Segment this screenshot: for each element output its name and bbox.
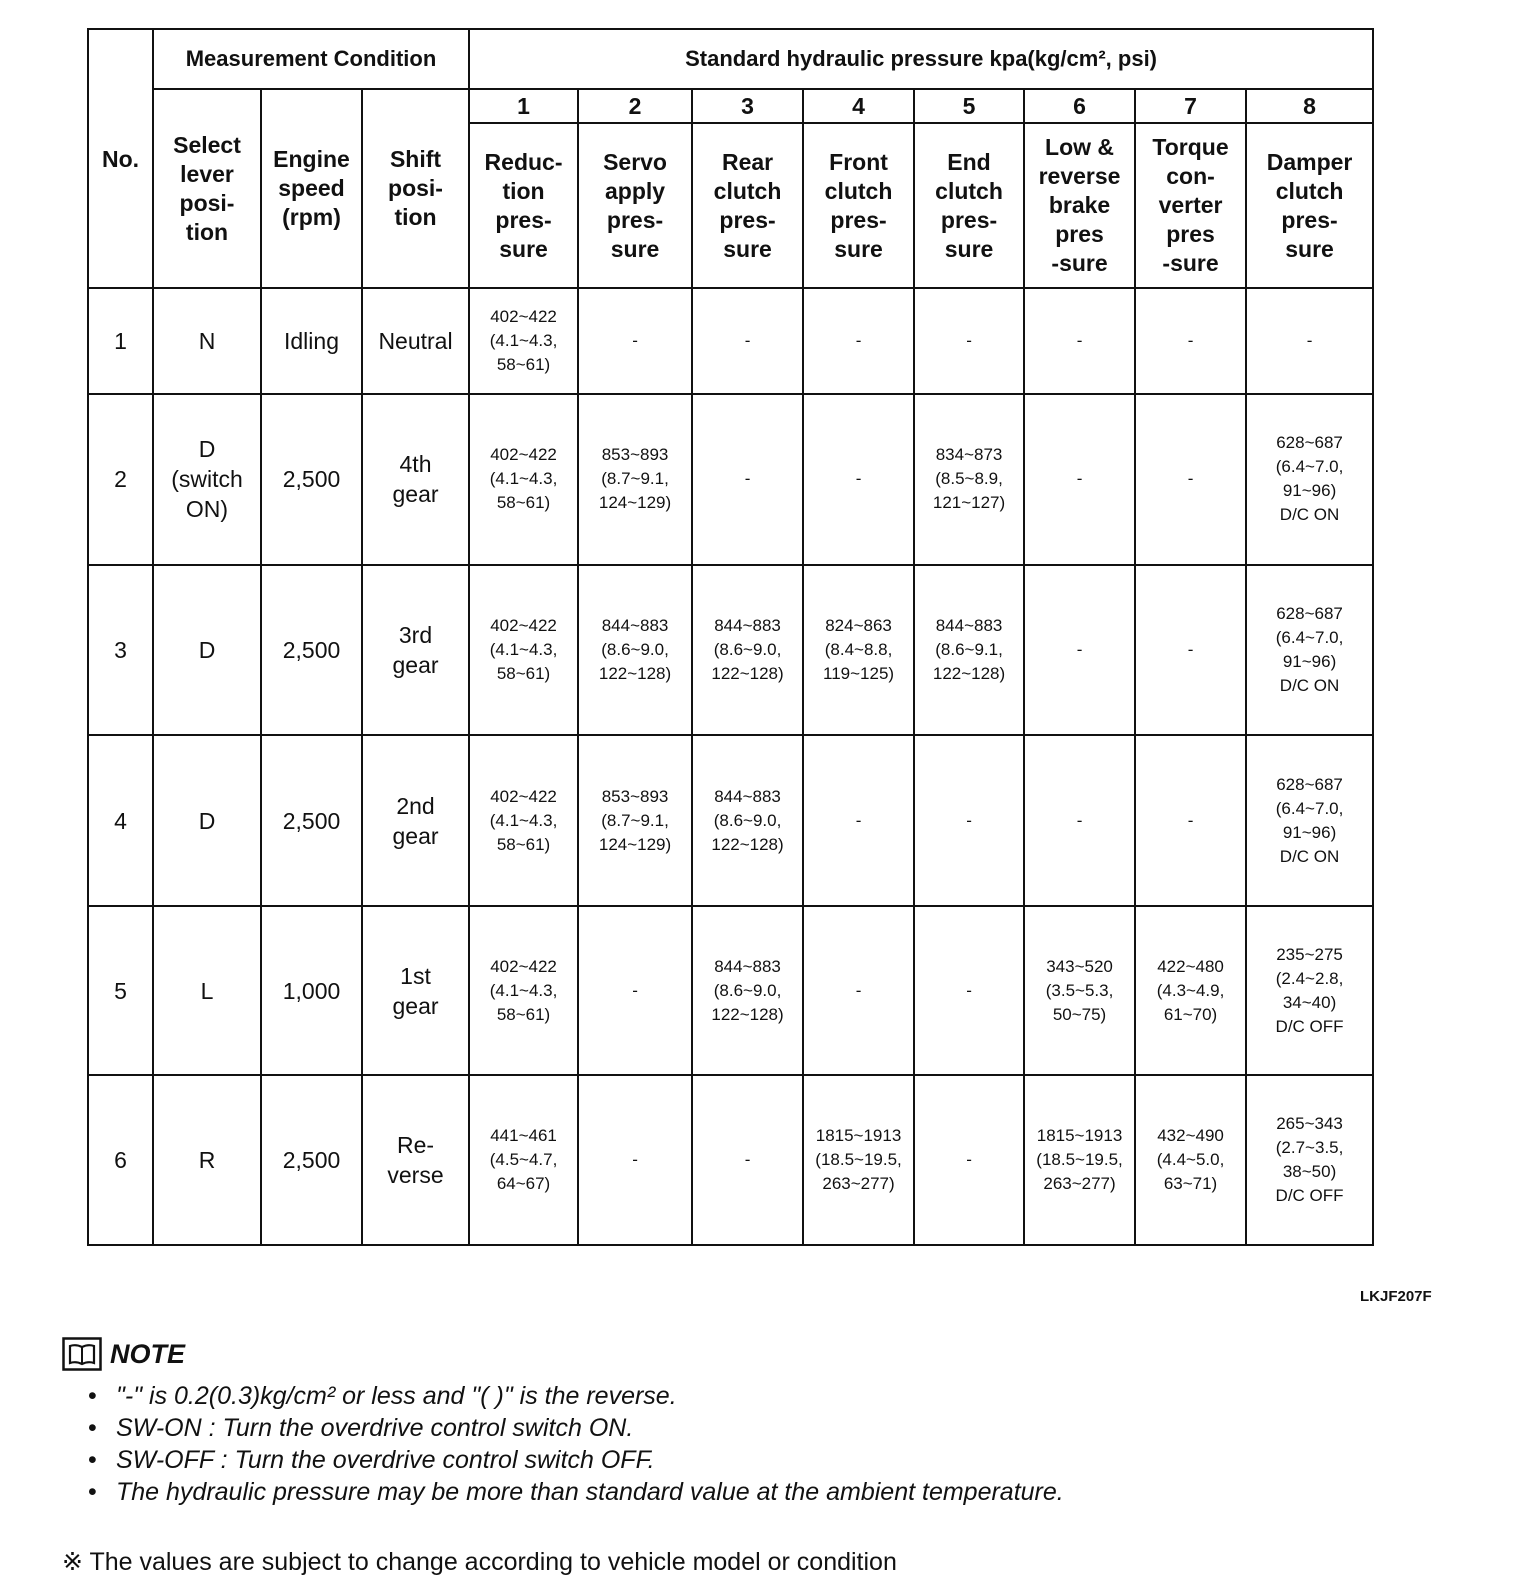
- row-number-cell: 1: [88, 288, 153, 394]
- pressure-value-cell: -: [1024, 565, 1135, 735]
- pressure-value-cell: 853~893 (8.7~9.1, 124~129): [578, 394, 692, 565]
- note-item: • SW-OFF : Turn the overdrive control switch OFF.: [88, 1444, 1462, 1476]
- table-row: [88, 565, 1373, 735]
- damper-clutch-pressure-header: Damper clutch pres- sure: [1246, 123, 1373, 288]
- row-number-cell: 4: [88, 735, 153, 906]
- row-number-cell: 5: [88, 906, 153, 1074]
- shift-position-cell: 4th gear: [362, 394, 469, 565]
- table-row: [88, 394, 1373, 565]
- note-title: NOTE: [110, 1338, 186, 1369]
- pressure-number-6: 6: [1024, 89, 1135, 123]
- select-lever-cell: R: [153, 1075, 261, 1245]
- pressure-value-cell: 402~422 (4.1~4.3, 58~61): [469, 288, 578, 394]
- shift-position-cell: 1st gear: [362, 906, 469, 1074]
- shift-position-cell: Neutral: [362, 288, 469, 394]
- note-list: [62, 1380, 1462, 1508]
- pressure-value-cell: 402~422 (4.1~4.3, 58~61): [469, 394, 578, 565]
- end-clutch-pressure-header: End clutch pres- sure: [914, 123, 1024, 288]
- pressure-value-cell: -: [803, 288, 914, 394]
- pressure-value-cell: -: [1135, 288, 1246, 394]
- select-lever-cell: D (switch ON): [153, 394, 261, 565]
- no-column-header: No.: [88, 29, 153, 288]
- table-row: [88, 735, 1373, 906]
- pressure-value-cell: -: [578, 906, 692, 1074]
- pressure-value-cell: 844~883 (8.6~9.0, 122~128): [578, 565, 692, 735]
- pressure-value-cell: 235~275 (2.4~2.8, 34~40) D/C OFF: [1246, 906, 1373, 1074]
- pressure-value-cell: 1815~1913 (18.5~19.5, 263~277): [1024, 1075, 1135, 1245]
- pressure-value-cell: 422~480 (4.3~4.9, 61~70): [1135, 906, 1246, 1074]
- row-number-cell: 6: [88, 1075, 153, 1245]
- standard-pressure-header: Standard hydraulic pressure kpa(kg/cm², psi): [469, 29, 1373, 89]
- pressure-number-8: 8: [1246, 89, 1373, 123]
- pressure-value-cell: -: [1135, 394, 1246, 565]
- low-reverse-brake-pressure-header: Low & reverse brake pres -sure: [1024, 123, 1135, 288]
- torque-converter-pressure-header: Torque con- verter pres -sure: [1135, 123, 1246, 288]
- pressure-value-cell: -: [803, 735, 914, 906]
- pressure-value-cell: 432~490 (4.4~5.0, 63~71): [1135, 1075, 1246, 1245]
- pressure-number-2: 2: [578, 89, 692, 123]
- pressure-value-cell: -: [803, 394, 914, 565]
- note-book-icon: [62, 1337, 102, 1371]
- select-lever-cell: D: [153, 565, 261, 735]
- figure-code: LKJF207F: [1360, 1288, 1432, 1305]
- front-clutch-pressure-header: Front clutch pres- sure: [803, 123, 914, 288]
- pressure-value-cell: 402~422 (4.1~4.3, 58~61): [469, 565, 578, 735]
- pressure-value-cell: -: [692, 1075, 803, 1245]
- pressure-value-cell: 844~883 (8.6~9.0, 122~128): [692, 906, 803, 1074]
- shift-position-cell: Re- verse: [362, 1075, 469, 1245]
- row-number-cell: 2: [88, 394, 153, 565]
- pressure-value-cell: 628~687 (6.4~7.0, 91~96) D/C ON: [1246, 394, 1373, 565]
- pressure-value-cell: -: [692, 288, 803, 394]
- pressure-value-cell: -: [1246, 288, 1373, 394]
- select-lever-cell: D: [153, 735, 261, 906]
- pressure-value-cell: 628~687 (6.4~7.0, 91~96) D/C ON: [1246, 565, 1373, 735]
- pressure-number-5: 5: [914, 89, 1024, 123]
- note-item: • "-" is 0.2(0.3)kg/cm² or less and "( )" is the reverse.: [88, 1380, 1462, 1412]
- pressure-value-cell: -: [578, 288, 692, 394]
- note-item: • The hydraulic pressure may be more than standard value at the ambient temperature.: [88, 1476, 1462, 1508]
- engine-speed-cell: Idling: [261, 288, 362, 394]
- pressure-value-cell: -: [1135, 735, 1246, 906]
- shift-position-cell: 3rd gear: [362, 565, 469, 735]
- pressure-value-cell: 844~883 (8.6~9.0, 122~128): [692, 565, 803, 735]
- reduction-pressure-header: Reduc- tion pres- sure: [469, 123, 578, 288]
- pressure-number-4: 4: [803, 89, 914, 123]
- measurement-condition-header: Measurement Condition: [153, 29, 469, 89]
- engine-speed-header: Engine speed (rpm): [261, 89, 362, 288]
- note-heading: [62, 1334, 1462, 1374]
- note-block: [62, 1334, 1462, 1508]
- pressure-value-cell: -: [914, 288, 1024, 394]
- rear-clutch-pressure-header: Rear clutch pres- sure: [692, 123, 803, 288]
- select-lever-cell: N: [153, 288, 261, 394]
- pressure-value-cell: -: [1135, 565, 1246, 735]
- shift-position-header: Shift posi- tion: [362, 89, 469, 288]
- pressure-value-cell: -: [914, 735, 1024, 906]
- engine-speed-cell: 1,000: [261, 906, 362, 1074]
- engine-speed-cell: 2,500: [261, 565, 362, 735]
- table-row: [88, 288, 1373, 394]
- engine-speed-cell: 2,500: [261, 394, 362, 565]
- shift-position-cell: 2nd gear: [362, 735, 469, 906]
- pressure-value-cell: 628~687 (6.4~7.0, 91~96) D/C ON: [1246, 735, 1373, 906]
- pressure-value-cell: 402~422 (4.1~4.3, 58~61): [469, 735, 578, 906]
- engine-speed-cell: 2,500: [261, 735, 362, 906]
- pressure-value-cell: -: [914, 1075, 1024, 1245]
- pressure-value-cell: 265~343 (2.7~3.5, 38~50) D/C OFF: [1246, 1075, 1373, 1245]
- pressure-value-cell: 844~883 (8.6~9.1, 122~128): [914, 565, 1024, 735]
- servo-apply-pressure-header: Servo apply pres- sure: [578, 123, 692, 288]
- pressure-value-cell: 1815~1913 (18.5~19.5, 263~277): [803, 1075, 914, 1245]
- disclaimer: ※ The values are subject to change according to vehicle model or condition: [62, 1548, 897, 1576]
- pressure-value-cell: 844~883 (8.6~9.0, 122~128): [692, 735, 803, 906]
- table-row: [88, 1075, 1373, 1245]
- pressure-value-cell: 402~422 (4.1~4.3, 58~61): [469, 906, 578, 1074]
- select-lever-cell: L: [153, 906, 261, 1074]
- pressure-value-cell: -: [1024, 394, 1135, 565]
- note-item: • SW-ON : Turn the overdrive control switch ON.: [88, 1412, 1462, 1444]
- pressure-value-cell: -: [1024, 735, 1135, 906]
- pressure-value-cell: -: [803, 906, 914, 1074]
- pressure-number-3: 3: [692, 89, 803, 123]
- pressure-value-cell: -: [692, 394, 803, 565]
- table-body: [88, 288, 1373, 1245]
- pressure-value-cell: -: [578, 1075, 692, 1245]
- pressure-number-1: 1: [469, 89, 578, 123]
- table-row: [88, 906, 1373, 1074]
- pressure-value-cell: 853~893 (8.7~9.1, 124~129): [578, 735, 692, 906]
- pressure-value-cell: 343~520 (3.5~5.3, 50~75): [1024, 906, 1135, 1074]
- pressure-value-cell: -: [914, 906, 1024, 1074]
- pressure-value-cell: 834~873 (8.5~8.9, 121~127): [914, 394, 1024, 565]
- hydraulic-pressure-table: [87, 28, 1374, 1246]
- pressure-number-7: 7: [1135, 89, 1246, 123]
- pressure-value-cell: -: [1024, 288, 1135, 394]
- select-lever-position-header: Select lever posi- tion: [153, 89, 261, 288]
- row-number-cell: 3: [88, 565, 153, 735]
- pressure-value-cell: 824~863 (8.4~8.8, 119~125): [803, 565, 914, 735]
- engine-speed-cell: 2,500: [261, 1075, 362, 1245]
- pressure-value-cell: 441~461 (4.5~4.7, 64~67): [469, 1075, 578, 1245]
